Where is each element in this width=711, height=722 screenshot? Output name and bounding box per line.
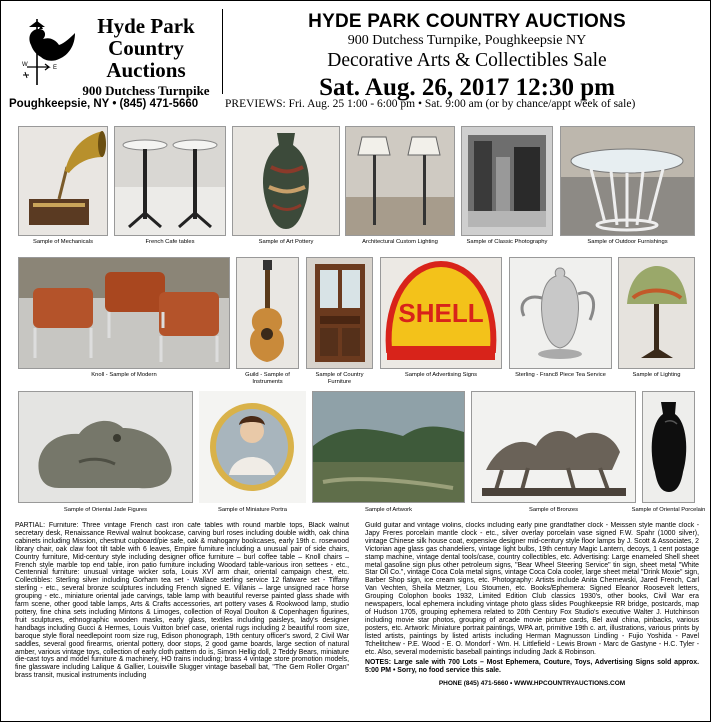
photo-outdoor-furnishings bbox=[560, 126, 695, 236]
caption-knoll-modern: Knoll - Sample of Modern bbox=[91, 372, 157, 378]
shell-sign-text: SHELL bbox=[398, 298, 484, 328]
photo-custom-lighting bbox=[345, 126, 455, 236]
photo-art-pottery bbox=[232, 126, 340, 236]
photo-oriental-porcelain bbox=[642, 391, 695, 503]
photo-bronzes bbox=[471, 391, 636, 503]
brand-name-line1: Hyde Park bbox=[97, 14, 195, 38]
header-divider bbox=[222, 9, 223, 94]
caption-classic-photography: Sample of Classic Photography bbox=[466, 239, 548, 245]
photo-knoll-modern bbox=[18, 257, 230, 369]
header bbox=[1, 1, 711, 116]
svg-text:W: W bbox=[22, 62, 28, 68]
photo-country-furniture bbox=[306, 257, 373, 369]
caption-advertising-signs: Sample of Advertising Signs bbox=[404, 372, 478, 378]
photo-miniature-portrait bbox=[199, 391, 306, 503]
brand-phone: Poughkeepsie, NY • (845) 471-5660 bbox=[9, 98, 199, 110]
photo-sterling-tea-service bbox=[509, 257, 612, 369]
description-right-text: Guild guitar and vintage violins, clocks including early pine grandfather clock - Meissen style mantle clock - Japy Freres porcelain mantle clock - etc., silver overlay porcelain vase signed F.W. Spahr (1000 silver), vintage Chinese silk house coat, expensive designer mid-century style floor lamps by J. Scott & Associates, 2 Victorian age glass gas chandeliers, vintage light bulbs, 19th century Magic Lantern, decoys, 1 cent postage stamp machine, vintage dental tools/case, country collectibles, etc. Advertising: Large enameled Shell sheet metal gasoline sign plus other petroleum signs, "Bear Wheel Steering Service" tin sign, sheet metal "White Star Oil Co.", vintage Coca Cola metal signs, vintage Coca Cola cooler, large sheet metal "Drink Moxie" sign, Barber Shop sign, ice cream signs, etc. Photography: Artists include Anita Chernewski, Jared French, Carl Van Vechten, Sheila Metzner, Lou Stoumen, etc. Books/Ephemera: Signed Eleanor Roosevelt letters, Grouping Colophon books 1932, Limited Edition Club classics 1930's, other books, Civil War era newspapers, local ephemera including vintage photo glass slides Poughkeepsie RR bridge, postcards, map of Hudson 1705, grouping ephemera related to 20th Century Fox Studio's executive Walter J. Hutchinson including movie star photos, grouping of arcade movie picture cards, Bel aval china, pinbacks, various posters, etc. Artwork: Miniature portrait paintings, WPA art, primitive 19th c. art, illustrations, various prints by listed artists, paintings by listed artists including Herman Magnusson Lindling - Fujio Yoshida - Pavel Tchelitchew - P.E. Wood - E. O. Mondorf - Wm. H. Littlefield - Lewis Brown - Marc de Gastyne - H.C. Tyler - etc. Also, several modernistic baseball paintings including Jack & Robinson. bbox=[365, 522, 699, 656]
brand-address: 900 Dutchess Turnpike bbox=[82, 83, 210, 98]
caption-artwork: Sample of Artwork bbox=[364, 507, 413, 513]
caption-bronzes: Sample of Bronzes bbox=[529, 507, 578, 513]
brand-block bbox=[81, 15, 211, 99]
sale-date: Sat. Aug. 26, 2017 12:30 pm bbox=[319, 74, 615, 101]
photo-french-cafe-tables bbox=[114, 126, 226, 236]
photo-artwork bbox=[312, 391, 465, 503]
photo-classic-photography bbox=[461, 126, 553, 236]
rooster-weathervane-icon bbox=[19, 15, 79, 87]
brand-name-line2: Country bbox=[108, 36, 184, 60]
event-block bbox=[226, 11, 708, 102]
photo-oriental-jade bbox=[18, 391, 193, 503]
brand-name-line3: Auctions bbox=[106, 58, 186, 82]
sale-notes: NOTES: Large sale with 700 Lots – Most Ephemera, Couture, Toys, Advertising Signs sold approx. 5:00 PM • Sorry, no food service this sale. bbox=[365, 659, 699, 675]
caption-outdoor-furnishings: Sample of Outdoor Furnishings bbox=[587, 239, 668, 245]
caption-custom-lighting: Architectural Custom Lighting bbox=[362, 239, 438, 245]
previews-line: PREVIEWS: Fri. Aug. 25 1:00 - 6:00 pm • Sat. 9:00 am (or by chance/appt week of sale) bbox=[225, 98, 636, 110]
photo-advertising-signs bbox=[380, 257, 502, 369]
caption-oriental-jade: Sample of Oriental Jade Figures bbox=[63, 507, 148, 513]
contact-line: PHONE (845) 471-5660 • WWW.HPCOUNTRYAUCTIONS.COM bbox=[438, 680, 626, 688]
photo-lighting bbox=[618, 257, 695, 369]
caption-french-cafe-tables: French Cafe tables bbox=[145, 239, 195, 245]
caption-country-furniture: Sample of Country Furniture bbox=[315, 372, 364, 385]
description-column-right bbox=[365, 522, 699, 720]
caption-mechanicals: Sample of Mechanicals bbox=[33, 239, 93, 245]
caption-art-pottery: Sample of Art Pottery bbox=[258, 239, 314, 245]
photo-guild-instruments bbox=[236, 257, 299, 369]
svg-text:E: E bbox=[53, 65, 58, 71]
photo-mechanicals bbox=[18, 126, 108, 236]
catalog-description bbox=[15, 522, 701, 720]
caption-guild-instruments: Guild - Sample of Instruments bbox=[245, 372, 290, 385]
description-column-left bbox=[15, 522, 349, 720]
caption-sterling-tea-service: Sterling - Franc8 Piece Tea Service bbox=[515, 372, 606, 378]
caption-oriental-porcelain: Sample of Oriental Porcelain bbox=[631, 507, 706, 513]
description-left-text: PARTIAL: Furniture: Three vintage French cast iron cafe tables with round marble tops, Black walnut secretary desk, Renaissance Revival walnut bookcase, carving burl roses including double width, oak china cabinets including Mission, chestnut cupboard/pie safe, oak & mahogany bookcases, early 19th c. rosewood library chair, oak claw foot tilt table with 6 leaves, Empire furniture including a unusual pair of side chairs, Country furniture, Mid-century style including designer office furniture – burl coffee table – Knoll chairs – French style marble top end table, iron patio furniture including Woodard table-various iron settees - etc., Centennial furniture: unusual vintage wicker sofa, Louis XVI arm chair, oriental campaign chest, etc. Collectibles: Sterling silver including Gorham tea set - Wallace sterling service 12 flatware set - Tiffany sterling - etc., several bronze sculptures including French signed E. Villanis – large unsigned race horse grouping - etc., miniature oriental jade carvings, table lamp with beautiful reverse painted glass shade with farm scene, other good table lamps, Arts & Crafts accessories, art pottery vases & Rookwood lamp, studio pottery, fine china sets including Mintons & Limoges, collection of Royal Doulton & Copenhagen figurines, fruit sculptures, ethnographic wooden masks, early glass, textiles including paisleys, lady's designer handbags including Gucci & Hermes, Louis Vuitton brief case, oriental rugs including 2 beautiful room size, baroque style floral needlepoint room size rug, Edison phonograph, 19th century officer's sword, 2 Civil War saddles, several good firearms, oriental pottery, door stops, 2 good game boards, large section of natural amber, various vintage toys, collection of early cloth pattern do is, Simon Hellig doll, 2 Teddy Bears, miniature die-cast toys and model furniture & machinery, HO trains including; brass 4 vintage store promotion models, fine glassware including Lalique & Gallier, Louisville Slugger vintage baseball bat, "The Gem Roller Organ" brass transit, musical instruments including bbox=[15, 522, 349, 680]
caption-lighting: Sample of Lighting bbox=[632, 372, 681, 378]
sale-name: Decorative Arts & Collectibles Sale bbox=[327, 50, 607, 71]
event-title: HYDE PARK COUNTRY AUCTIONS bbox=[308, 11, 626, 32]
caption-miniature-portrait: Sample of Miniature Portra bbox=[218, 507, 287, 513]
event-address: 900 Dutchess Turnpike, Poughkeepsie NY bbox=[347, 33, 587, 48]
